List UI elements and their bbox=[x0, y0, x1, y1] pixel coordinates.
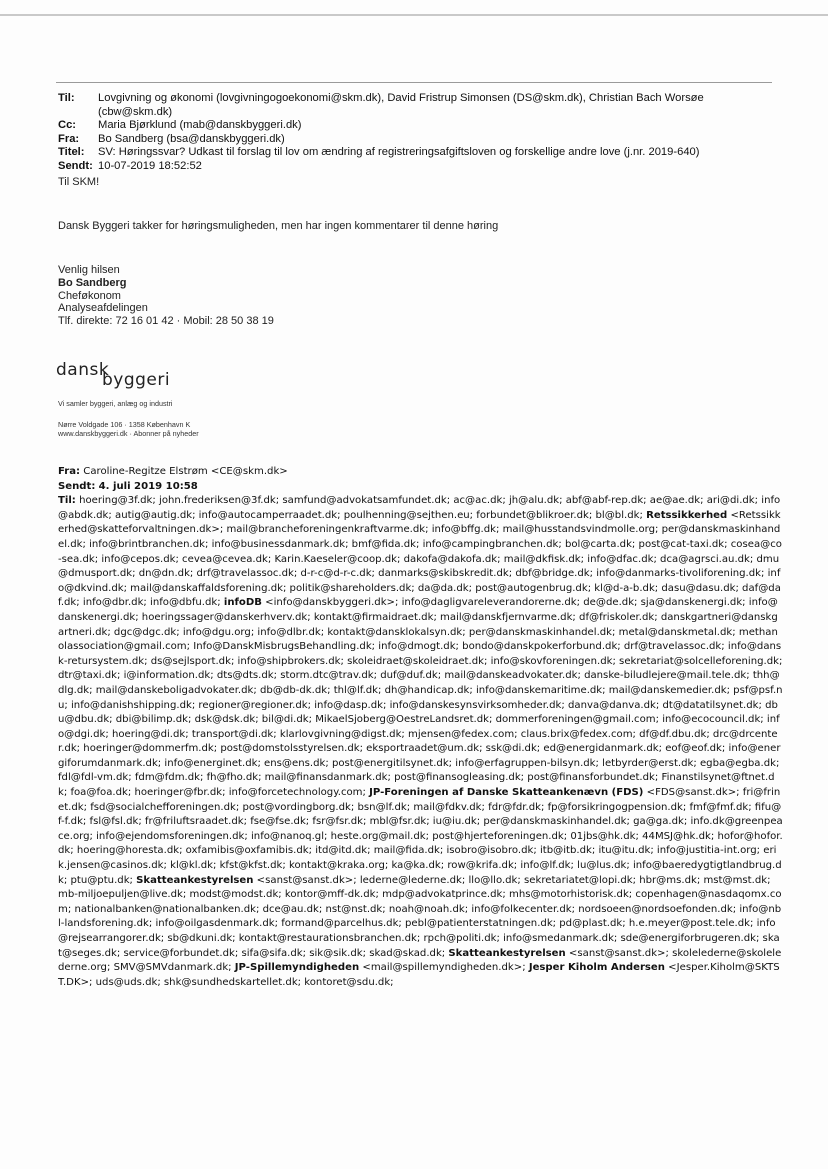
recipients-part-3: <info@danskbyggeri.dk>; info@dagligvareleverandorerne.dk; de@de.dk; sja@danskenergi.dk; info@danskenergi.dk; hoeringssager@danskerhverv.dk; kontakt@firmaidraet.dk; mail@danskfjernvarme.dk; df@friskoler.dk; danskgartneri@danskgartneri.dk; dgc@dgc.dk; info@dgu.org; info@dlbr.dk; kontakt@dansklokalsyn.dk; per@danskmaskinhandel.dk; metal@danskmetal.dk; methanolassociation@gmail.com; Info@DanskMisbrugsBehandling.dk; info@dmogt.dk; bondo@danskpokerforbund.dk; drf@travelassoc.dk; info@dansk-retursystem.dk; ds@sejlsport.dk; info@shipbrokers.dk; skoleidraet@skoleidraet.dk; info@skovforeningen.dk; sekretariat@solcelleforening.dk; dtr@taxi.dk; i@information.dk; dts@dts.dk; storm.dtc@trav.dk; duf@duf.dk; mail@danskeadvokater.dk; danske-biludlejere@mail.tele.dk; thh@dlg.dk; mail@danskeboligadvokater.dk; db@db-dk.dk; thl@lf.dk; dh@handicap.dk; info@danskemaritime.dk; mail@danskemedier.dk; psf@psf.nu; info@danishshipping.dk; regioner@regioner.dk; info@dasp.dk; info@danskesynsvirksomheder.dk; danva@danva.dk; dt@datatilsynet.dk; dbu@dbu.dk; dbi@bilimp.dk; dsk@dsk.dk; bil@di.dk; MikaelSjoberg@OestreLandsret.dk; dommerforeningen@gmail.com; info@ecocouncil.dk; info@dgi.dk; hoering@di.dk; transport@di.dk; klarlovgivning@digst.dk; mjensen@fedex.com; claus.brix@fedex.com; df@df.dbu.dk; drc@drcenter.dk; hoeringer@dommerfm.dk; post@domstolsstyrelsen.dk; eksportraadet@um.dk; ssk@di.dk; ed@energidanmark.dk; eof@eof.dk; info@energiforumdanmark.dk; info@energinet.dk; ens@ens.dk; post@energitilsynet.dk; info@erfagruppen-bilsyn.dk; letbyrder@erst.dk; egba@egba.dk; fdl@fdl-vm.dk; fdm@fdm.dk; fh@fho.dk; mail@finansdanmark.dk; post@finansogleasing.dk; post@finansforbundet.dk; Finanstilsynet@ftnet.dk; foa@foa.dk; hoeringer@fbr.dk; info@forcetechnology.com; bbox=[58, 597, 783, 799]
header-subject-row bbox=[58, 146, 778, 160]
header-cc-row bbox=[58, 119, 778, 133]
header-cc-value: Maria Bjørklund (mab@danskbyggeri.dk) bbox=[98, 119, 302, 132]
header-from-value: Bo Sandberg (bsa@danskbyggeri.dk) bbox=[98, 132, 285, 145]
logo-part-byggeri: byggeri bbox=[102, 370, 171, 390]
recipients-part-8: <Jesper.Kiholm@SKTST.DK>; uds@uds.dk; shk@sundhedskartellet.dk; kontoret@sdu.dk; bbox=[58, 962, 780, 988]
scan-edge-line bbox=[0, 14, 828, 16]
recipients-part-2: <Retssikkerhed@skatteforvaltningen.dk>; mail@brancheforeningenkraftvarme.dk; info@bffg.dk; mail@husstandsvindmolle.org; per@danskmaskinhandel.dk; info@brintbranchen.dk; info@businessdanmark.dk; bmf@fida.dk; info@campingbranchen.dk; bol@carta.dk; post@cat-taxi.dk; cosea@co-sea.dk; info@cepos.dk; cevea@cevea.dk; Karin.Kaeseler@coop.dk; dakofa@dakofa.dk; mail@dkfisk.dk; info@dfac.dk; dca@agrsci.au.dk; dmu@dmusport.dk; dn@dn.dk; drf@travelassoc.dk; d-r-c@d-r-c.dk; danmarks@skibskredit.dk; dbf@bridge.dk; info@danmarks-tivoliforening.dk; info@dkvind.dk; mail@danskaffaldsforening.dk; politik@shareholders.dk; da@da.dk; post@autogenbrug.dk; kl@d-a-b.dk; dasu@dasu.dk; daf@daf.dk; info@dbr.dk; info@dbfu.dk; bbox=[58, 509, 782, 609]
forwarded-from-value: Caroline-Regitze Elstrøm <CE@skm.dk> bbox=[83, 466, 288, 477]
forwarded-sent-label: Sendt: bbox=[58, 480, 96, 492]
recipient-name-jesper: Jesper Kiholm Andersen bbox=[528, 962, 665, 974]
recipient-name-jp-spillemyndigheden: JP-Spillemyndigheden bbox=[234, 962, 360, 974]
forwarded-to-label: Til: bbox=[58, 495, 76, 507]
header-sent-value: 10-07-2019 18:52:52 bbox=[98, 159, 202, 172]
email-header bbox=[58, 92, 778, 174]
company-address: Nørre Voldgade 106 · 1358 København K bbox=[58, 420, 191, 429]
signature-department: Analyseafdelingen bbox=[58, 302, 148, 315]
forwarded-message bbox=[58, 465, 783, 990]
recipients-part-1: hoering@3f.dk; john.frederiksen@3f.dk; samfund@advokatsamfundet.dk; ac@ac.dk; jh@alu.dk; abf@abf-rep.dk; ae@ae.dk; ari@di.dk; info@abdk.dk; autig@autig.dk; info@autocamperraadet.dk; poulhenning@sejthen.eu; forbundet@blikroer.dk; bl@bl.dk; bbox=[58, 495, 781, 521]
signature-closing: Venlig hilsen bbox=[58, 264, 120, 276]
header-separator bbox=[56, 82, 772, 83]
recipients-part-5: <sanst@sanst.dk>; lederne@lederne.dk; llo@llo.dk; sekretariatet@lopi.dk; hbr@ms.dk; mst@mst.dk; mb-miljoepuljen@live.dk; modst@modst.dk; kontor@mff-dk.dk; mdp@advokatprince.dk; mhs@motorhistorisk.dk; copenhagen@nasdaqomx.com; nationalbanken@nationalbanken.dk; dce@au.dk; nst@nst.dk; noah@noah.dk; info@folkecenter.dk; nordsoeen@nordsoefonden.dk; info@nbl-landsforening.dk; info@oilgasdenmark.dk; formand@parcelhus.dk; pebl@patienterstatningen.dk; pd@plast.dk; h.e.meyer@post.tele.dk; info@rejsearrangorer.dk; sb@dkuni.dk; kontakt@restaurationsbranchen.dk; rpch@politi.dk; info@smedanmark.dk; sde@energiforbrugeren.dk; skat@seges.dk; service@forbundet.dk; sifa@sifa.dk; sik@sik.dk; skad@skad.dk; bbox=[58, 874, 782, 959]
header-cc-label: Cc: bbox=[58, 119, 77, 132]
header-to-value: Lovgivning og økonomi (lovgivningogoekonomi@skm.dk), David Fristrup Simonsen (DS@skm.dk), Christian Bach Worsøe (cbw@skm.dk) bbox=[98, 92, 704, 118]
header-subject-value: SV: Høringssvar? Udkast til forslag til lov om ændring af registreringsafgiftsloven og forskellige andre love (j.nr. 2019-640) bbox=[98, 146, 700, 159]
forwarded-from-label: Fra: bbox=[58, 466, 81, 477]
company-web: www.danskbyggeri.dk · Abonner på nyheder bbox=[58, 429, 199, 438]
recipients-part-7: <mail@spillemyndigheden.dk>; bbox=[359, 962, 529, 974]
forwarded-sent-value: 4. juli 2019 10:58 bbox=[98, 480, 198, 492]
logo-part-dansk: dansk bbox=[56, 360, 110, 380]
recipients-part-4: <FDS@sanst.dk>; fri@frinet.dk; fsd@socialchefforeningen.dk; post@vordingborg.dk; bsn@lf.dk; mail@fdkv.dk; fdr@fdr.dk; fp@forsikringogpension.dk; fmf@fmf.dk; fifu@f-f.dk; fsl@fsl.dk; fr@friluftsraadet.dk; fse@fse.dk; fsr@fsr.dk; mbl@fsr.dk; iu@iu.dk; per@danskmaskinhandel.dk; ga@ga.dk; info.dk@greenpeace.org; info@ejendomsforeningen.dk; info@nanoq.gl; heste.org@mail.dk; post@hjerteforeningen.dk; 01jbs@hk.dk; 44MSJ@hk.dk; hofor@hofor.dk; hoering@horesta.dk; oxfamibis@oxfamibis.dk; itd@itd.dk; mail@fida.dk; isobro@isobro.dk; itb@itb.dk; itu@itu.dk; info@justitia-int.org; erik.jensen@casinos.dk; kl@kl.dk; kfst@kfst.dk; kontakt@kraka.org; ka@ka.dk; row@krifa.dk; info@lf.dk; lu@lus.dk; info@baeredygtigtlandbrug.dk; ptu@ptu.dk; bbox=[58, 787, 783, 886]
header-from-row bbox=[58, 133, 778, 147]
header-sent-label: Sendt: bbox=[58, 159, 93, 172]
recipient-name-skatteankestyrelsen-2: Skatteankestyrelsen bbox=[448, 947, 566, 959]
recipient-name-retssikkerhed: Retssikkerhed bbox=[646, 509, 728, 521]
signature-phone: Tlf. direkte: 72 16 01 42 · Mobil: 28 50 38 19 bbox=[58, 315, 274, 328]
recipients-part-6: <sanst@sanst.dk>; skolelederne@skolelederne.org; SMV@SMVdanmark.dk; bbox=[58, 947, 782, 974]
header-from-label: Fra: bbox=[58, 132, 80, 145]
recipient-name-infodb: infoDB bbox=[223, 597, 262, 609]
recipient-name-jp-foreningen: JP-Foreningen af Danske Skatteankenævn (FDS) bbox=[369, 787, 644, 799]
signature-block bbox=[58, 264, 274, 328]
header-sent-row bbox=[58, 160, 778, 174]
message-text: Dansk Byggeri takker for høringsmuligheden, men har ingen kommentarer til denne høring bbox=[58, 220, 499, 232]
forwarded-sent-row bbox=[58, 480, 783, 495]
forwarded-recipient-list bbox=[58, 494, 783, 990]
signature-title: Cheføkonom bbox=[58, 289, 121, 302]
forwarded-from-row bbox=[58, 465, 783, 480]
recipient-name-skatteankestyrelsen-1: Skatteankestyrelsen bbox=[136, 874, 254, 886]
header-to-row bbox=[58, 92, 778, 119]
dansk-byggeri-logo bbox=[56, 360, 196, 394]
logo-tagline: Vi samler byggeri, anlæg og industri bbox=[58, 399, 173, 408]
header-to-label: Til: bbox=[58, 92, 75, 104]
signature-name: Bo Sandberg bbox=[58, 276, 127, 289]
greeting: Til SKM! bbox=[58, 176, 100, 188]
header-subject-label: Titel: bbox=[58, 146, 85, 159]
